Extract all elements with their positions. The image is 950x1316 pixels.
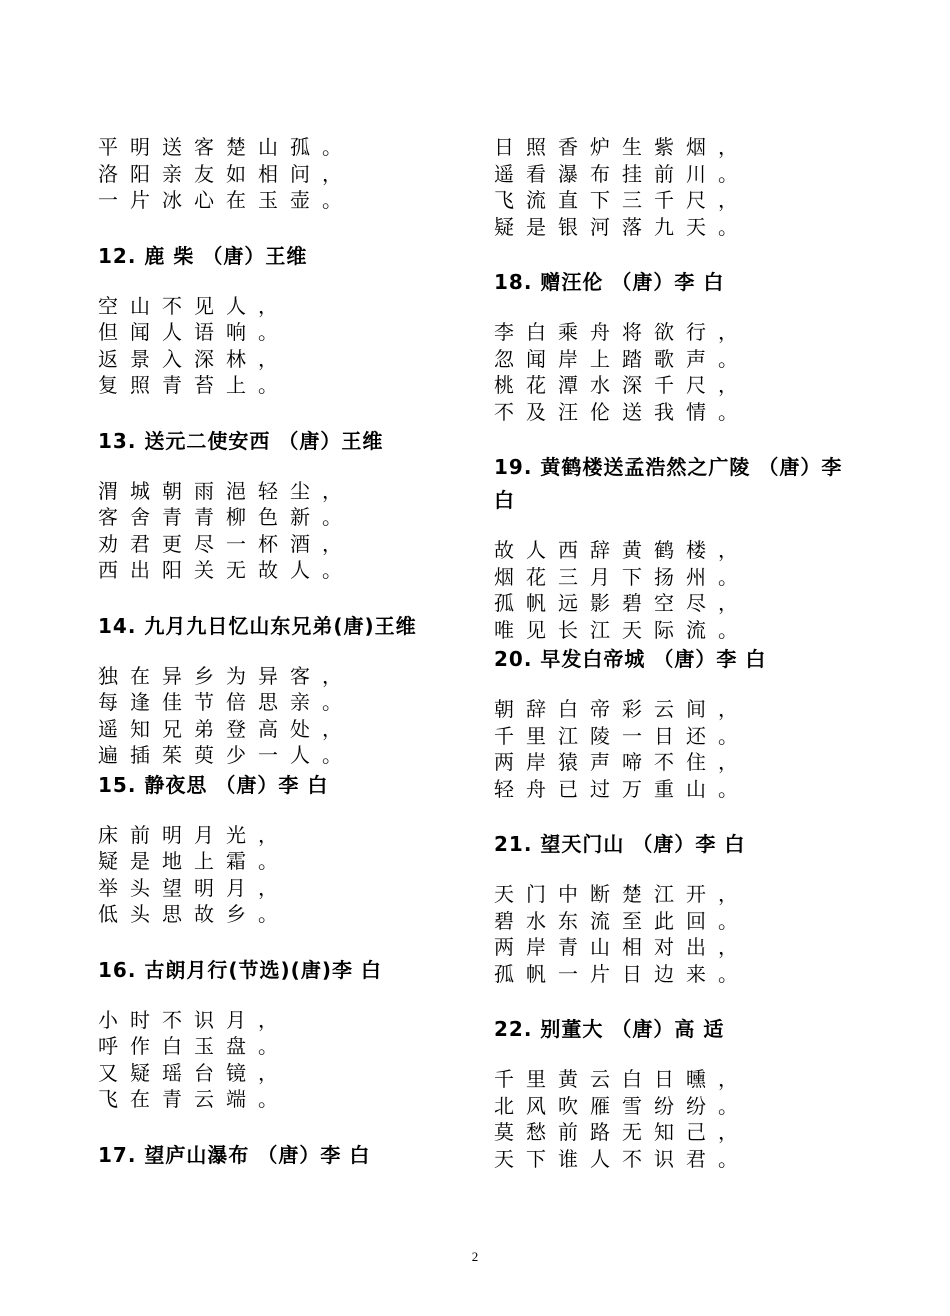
poem-line: 小时不识月， xyxy=(98,1007,290,1032)
poem-line: 一片冰心在玉壶。 xyxy=(98,188,354,212)
poem-line: 桃花潭水深千尺， xyxy=(494,373,750,397)
poem-title: 16. 古朗月行(节选)(唐)李 白 xyxy=(98,957,382,982)
poem-line: 烟花三月下扬州。 xyxy=(494,564,750,589)
spacer xyxy=(98,399,478,425)
spacer xyxy=(494,299,874,319)
poem-line: 平明送客楚山孤。 xyxy=(98,135,354,159)
poem-line: 返景入深林， xyxy=(98,346,290,371)
poem-title: 19. 黄鹤楼送孟浩然之广陵 （唐）李 白 xyxy=(494,455,843,512)
left-column xyxy=(98,134,478,1192)
poem-line: 碧水东流至此回。 xyxy=(494,908,750,933)
poem-line: 疑是地上霜。 xyxy=(98,849,290,873)
poem-title: 18. 赠汪伦 （唐）李 白 xyxy=(494,270,725,294)
spacer xyxy=(98,1172,478,1192)
poem-title: 20. 早发白帝城 （唐）李 白 xyxy=(494,647,767,671)
spacer xyxy=(494,1172,874,1198)
poem-body xyxy=(98,134,478,214)
poem-line: 北风吹雁雪纷纷。 xyxy=(494,1093,750,1118)
poem-line: 唯见长江天际流。 xyxy=(494,617,750,642)
spacer xyxy=(98,643,478,663)
poem-body xyxy=(494,537,874,643)
poem-line: 天门中断楚江开， xyxy=(494,882,750,906)
poem-line: 孤帆一片日边来。 xyxy=(494,961,750,986)
poem-line: 朝辞白帝彩云间， xyxy=(494,697,750,721)
poem-body xyxy=(98,1007,478,1113)
spacer xyxy=(494,240,874,266)
poem-title: 14. 九月九日忆山东兄弟(唐)王维 xyxy=(98,613,417,638)
poem-line: 西出阳关无故人。 xyxy=(98,558,354,582)
poem-body xyxy=(98,478,478,584)
page-number: 2 xyxy=(471,1249,479,1264)
poem-line: 飞流直下三千尺， xyxy=(494,188,750,212)
poem-title: 12. 鹿 柴 （唐）王维 xyxy=(98,243,308,268)
poem-body xyxy=(98,293,478,399)
spacer xyxy=(494,425,874,451)
poem-line: 但闻人语响。 xyxy=(98,320,290,344)
poem-line: 孤帆远影碧空尽， xyxy=(494,591,750,615)
spacer xyxy=(98,273,478,293)
poem-line: 呼作白玉盘。 xyxy=(98,1034,290,1058)
poem-line: 每逢佳节倍思亲。 xyxy=(98,690,354,714)
poem-line: 劝君更尽一杯酒， xyxy=(98,531,354,556)
poem-line: 轻舟已过万重山。 xyxy=(494,776,750,801)
spacer xyxy=(98,214,478,240)
spacer xyxy=(494,517,874,537)
poem-title: 17. 望庐山瀑布 （唐）李 白 xyxy=(98,1142,371,1167)
poem-line: 两岸猿声啼不住， xyxy=(494,750,750,774)
poem-line: 遍插茱萸少一人。 xyxy=(98,743,354,767)
poem-line: 遥看瀑布挂前川。 xyxy=(494,161,750,186)
poem-line: 又疑瑶台镜， xyxy=(98,1060,290,1085)
poem-body xyxy=(98,822,478,928)
poem-line: 莫愁前路无知己， xyxy=(494,1120,750,1144)
poem-line: 客舍青青柳色新。 xyxy=(98,505,354,529)
poem-line: 床前明月光， xyxy=(98,822,290,847)
poem-body xyxy=(494,1066,874,1172)
poem-body xyxy=(98,663,478,769)
poem-line: 渭城朝雨浥轻尘， xyxy=(98,478,354,503)
poem-line: 故人西辞黄鹤楼， xyxy=(494,538,750,562)
poem-line: 飞在青云端。 xyxy=(98,1087,290,1111)
spacer xyxy=(98,584,478,610)
poem-line: 忽闻岸上踏歌声。 xyxy=(494,346,750,371)
poem-title: 22. 别董大 （唐）高 适 xyxy=(494,1017,725,1041)
poem-body xyxy=(494,881,874,987)
poem-line: 日照香炉生紫烟， xyxy=(494,135,750,159)
spacer xyxy=(494,676,874,696)
poem-title: 13. 送元二使安西 （唐）王维 xyxy=(98,428,384,453)
spacer xyxy=(494,1046,874,1066)
poem-line: 举头望明月， xyxy=(98,875,290,900)
poem-line: 不及汪伦送我情。 xyxy=(494,399,750,424)
poem-body xyxy=(494,134,874,240)
poem-line: 空山不见人， xyxy=(98,293,290,318)
poem-body xyxy=(494,319,874,425)
poem-line: 独在异乡为异客， xyxy=(98,663,354,688)
poem-line: 洛阳亲友如相问， xyxy=(98,161,354,186)
poem-line: 千里黄云白日曛， xyxy=(494,1067,750,1091)
spacer xyxy=(494,987,874,1013)
poem-line: 低头思故乡。 xyxy=(98,902,290,926)
spacer xyxy=(98,928,478,954)
spacer xyxy=(98,458,478,478)
poem-line: 复照青苔上。 xyxy=(98,373,290,397)
poem-line: 天下谁人不识君。 xyxy=(494,1146,750,1171)
poem-title: 15. 静夜思 （唐）李 白 xyxy=(98,772,329,797)
poem-line: 李白乘舟将欲行， xyxy=(494,320,750,344)
spacer xyxy=(98,1113,478,1139)
poem-line: 千里江陵一日还。 xyxy=(494,723,750,748)
right-column xyxy=(494,134,874,1198)
poem-body xyxy=(494,696,874,802)
poem-line: 疑是银河落九天。 xyxy=(494,214,750,239)
poem-title: 21. 望天门山 （唐）李 白 xyxy=(494,832,746,856)
spacer xyxy=(98,987,478,1007)
poem-line: 两岸青山相对出， xyxy=(494,935,750,959)
spacer xyxy=(494,802,874,828)
poem-line: 遥知兄弟登高处， xyxy=(98,716,354,741)
spacer xyxy=(494,861,874,881)
spacer xyxy=(98,802,478,822)
